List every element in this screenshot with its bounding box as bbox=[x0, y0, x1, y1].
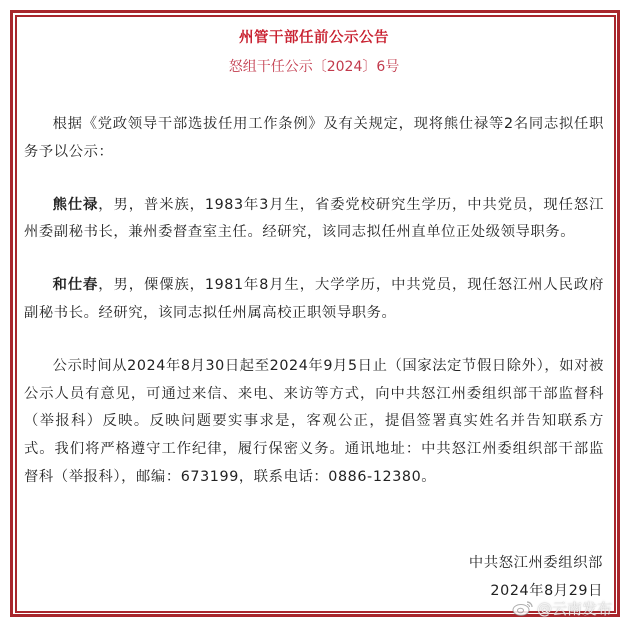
signature-date: 2024年8月29日 bbox=[490, 582, 603, 599]
candidate-name-1: 熊仕禄 bbox=[52, 196, 99, 213]
candidate-details-2: ，男，傈僳族，1981年8月生，大学学历，中共党员，现任怒江州人民政府副秘书长。经研究，该同志拟任州属高校正职领导职务。 bbox=[24, 277, 604, 321]
announcement-title: 州管干部任前公示公告 bbox=[239, 30, 389, 46]
watermark-text: @云南发布 bbox=[537, 599, 613, 618]
weibo-watermark bbox=[512, 597, 612, 619]
candidate-paragraph-1 bbox=[24, 192, 604, 248]
document-number: 怒组干任公示〔2024〕6号 bbox=[228, 59, 400, 75]
candidate-details-1: ，男，普米族，1983年3月生，省委党校研究生学历，中共党员，现任怒江州委副秘书长，兼州委督查室主任。经研究，该同志拟任州直单位正处级领导职务。 bbox=[24, 196, 604, 241]
publicity-period-paragraph bbox=[24, 353, 604, 492]
candidate-name-2: 和仕春 bbox=[52, 277, 99, 294]
announcement-body bbox=[24, 28, 604, 492]
intro-text: 根据《党政领导干部选拔任用工作条例》及有关规定，现将熊仕禄等2名同志拟任职务予以公示： bbox=[24, 116, 604, 160]
publicity-text: 公示时间从2024年8月30日起至2024年9月5日止（国家法定节假日除外），如对被公示人员有意见，可通过来信、来电、来访等方式，向中共怒江州委组织部干部监督科（举报科）反映。反映问题要实事求是，客观公正，提倡签署真实姓名并告知联系方式。我们将严格遵守工作纪律，履行保密义务。通讯地址：中共怒江州委组织部干部监督科（举报科），邮编：673199，联系电话：0886-12380。 bbox=[24, 357, 604, 485]
intro-paragraph bbox=[24, 111, 604, 167]
weibo-logo-icon bbox=[512, 599, 534, 617]
candidate-paragraph-2 bbox=[24, 272, 604, 328]
signature-organization: 中共怒江州委组织部 bbox=[468, 555, 603, 571]
